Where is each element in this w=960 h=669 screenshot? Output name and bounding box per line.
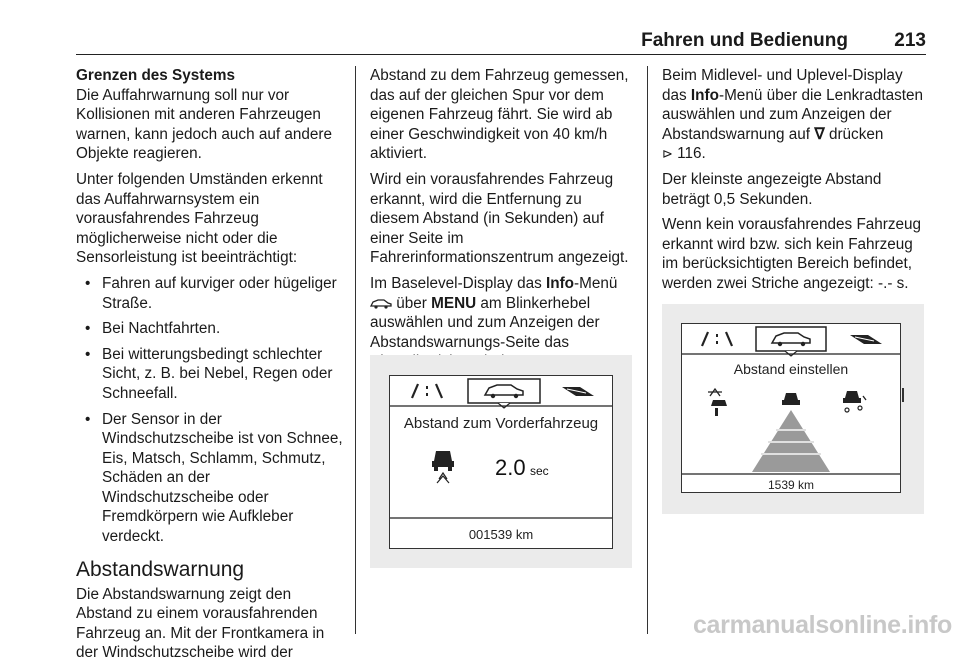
text: Im Baselevel-Display das bbox=[370, 274, 546, 292]
display-graphics bbox=[390, 376, 612, 548]
car-icon bbox=[772, 333, 810, 346]
paragraph: Der kleinste angezeigte Abstand beträgt 0,5 Sekunden. bbox=[662, 170, 882, 208]
section-title: Abstandswarnung bbox=[76, 557, 245, 581]
text: Beim Midlevel- und Uplevel-Display das bbox=[662, 67, 903, 104]
paragraph: Wird ein vorausfahrendes Fahrzeug erkannt, wird die Entfernung zu diesem Abstand (in Sekunden) auf einer Seite im Fahrerinformationszentrum angezeigt. bbox=[370, 170, 629, 267]
sign-icon bbox=[562, 387, 594, 396]
distance-value: 2.0 bbox=[495, 455, 526, 480]
display-title: Abstand einstellen bbox=[733, 361, 849, 377]
bullet-list bbox=[76, 274, 346, 547]
text: -Menü über die Lenkradtasten auswählen und zum Anzeigen der Abstandswarnung auf bbox=[662, 86, 924, 143]
display-edge-mark bbox=[902, 388, 904, 402]
distance-pyramid bbox=[752, 410, 830, 472]
column-1 bbox=[76, 66, 346, 669]
watermark: carmanualsonline.info bbox=[692, 611, 952, 639]
sensitivity-high-icon bbox=[843, 391, 866, 412]
list-item: • Bei Nachtfahrten. bbox=[76, 319, 346, 339]
text: über bbox=[392, 294, 432, 312]
text: drücken bbox=[824, 125, 884, 143]
paragraph: Abstand zu dem Fahrzeug gemessen, das auf der gleichen Spur vor dem eigenen Fahrzeug fährt. Sie wird ab einer Geschwindigkeit von 40 km/h aktiviert. bbox=[370, 67, 629, 163]
text: am Blinkerhebel auswählen und zum Anzeigen der Abstandswarnungs-Seite das bbox=[370, 294, 600, 351]
figure-display-midlevel bbox=[662, 304, 924, 514]
car-icon bbox=[370, 298, 392, 309]
info-label: Info bbox=[545, 274, 575, 292]
odometer: 1539 km bbox=[767, 478, 815, 492]
text: -Menü bbox=[574, 274, 618, 292]
distance-unit: sec bbox=[530, 464, 549, 478]
cluster-display bbox=[389, 375, 613, 549]
sign-icon bbox=[850, 335, 882, 344]
chapter-title: Fahren und Bedienung bbox=[641, 30, 848, 51]
header-rule bbox=[76, 54, 926, 55]
info-label: Info bbox=[690, 86, 719, 104]
display-title: Abstand zum Vorderfahrzeug bbox=[403, 415, 599, 432]
figure-display-baselevel bbox=[370, 355, 632, 568]
cluster-display bbox=[681, 323, 901, 493]
display-graphics bbox=[682, 324, 900, 492]
column-divider bbox=[355, 66, 356, 634]
select-symbol-icon: ᐁ bbox=[814, 125, 825, 143]
page-reference[interactable]: 116. bbox=[677, 145, 706, 163]
paragraph: Die Auffahrwarnung soll nur vor Kollisionen mit anderen Fahrzeugen warnen, kann jedoch auch auf andere Objekte reagieren. bbox=[76, 86, 332, 163]
menu-label: MENU bbox=[431, 294, 477, 312]
lane-icon bbox=[702, 332, 732, 346]
column-divider bbox=[647, 66, 648, 634]
paragraph: Die Abstandswarnung zeigt den Abstand zu einem vorausfahrenden Fahrzeug an. Mit der Frontkamera in der Windschutzscheibe wird der bbox=[76, 585, 325, 662]
paragraph: Wenn kein vorausfahrendes Fahrzeug erkannt wird bzw. sich kein Fahrzeug im berücksichtigten Bereich befindet, werden zwei Striche angezeigt: -.- s. bbox=[662, 216, 922, 292]
subheading: Grenzen des Systems bbox=[76, 67, 235, 84]
odometer: 001539 km bbox=[468, 527, 534, 542]
selected-tab-frame bbox=[468, 379, 540, 403]
list-item: • Bei witterungsbedingt schlechter Sicht, z. B. bei Nebel, Regen oder Schneefall. bbox=[76, 345, 346, 404]
car-front-icon bbox=[432, 451, 454, 483]
list-item: • Der Sensor in der Windschutzscheibe ist von Schnee, Eis, Matsch, Schlamm, Schmutz, Schäden an der Windschutzscheibe oder Fremdkörpern wie Aufkleber verdeckt. bbox=[76, 410, 346, 547]
paragraph bbox=[662, 66, 928, 164]
car-icon bbox=[485, 385, 523, 398]
selected-tab-frame bbox=[756, 327, 826, 351]
car-front-icon bbox=[782, 393, 800, 405]
reference-arrow-icon: ⊳ bbox=[662, 146, 673, 162]
page-number: 213 bbox=[894, 30, 926, 51]
column-3 bbox=[662, 66, 928, 300]
lane-icon bbox=[412, 384, 442, 398]
sensitivity-low-icon bbox=[708, 389, 727, 416]
paragraph: Unter folgenden Umständen erkennt das Auffahrwarnsystem ein vorausfahrendes Fahrzeug möglicherweise nicht oder die Sensorleistung ist beeinträchtigt: bbox=[76, 170, 323, 267]
list-item: • Fahren auf kurviger oder hügeliger Straße. bbox=[76, 274, 346, 313]
column-2 bbox=[370, 66, 632, 378]
